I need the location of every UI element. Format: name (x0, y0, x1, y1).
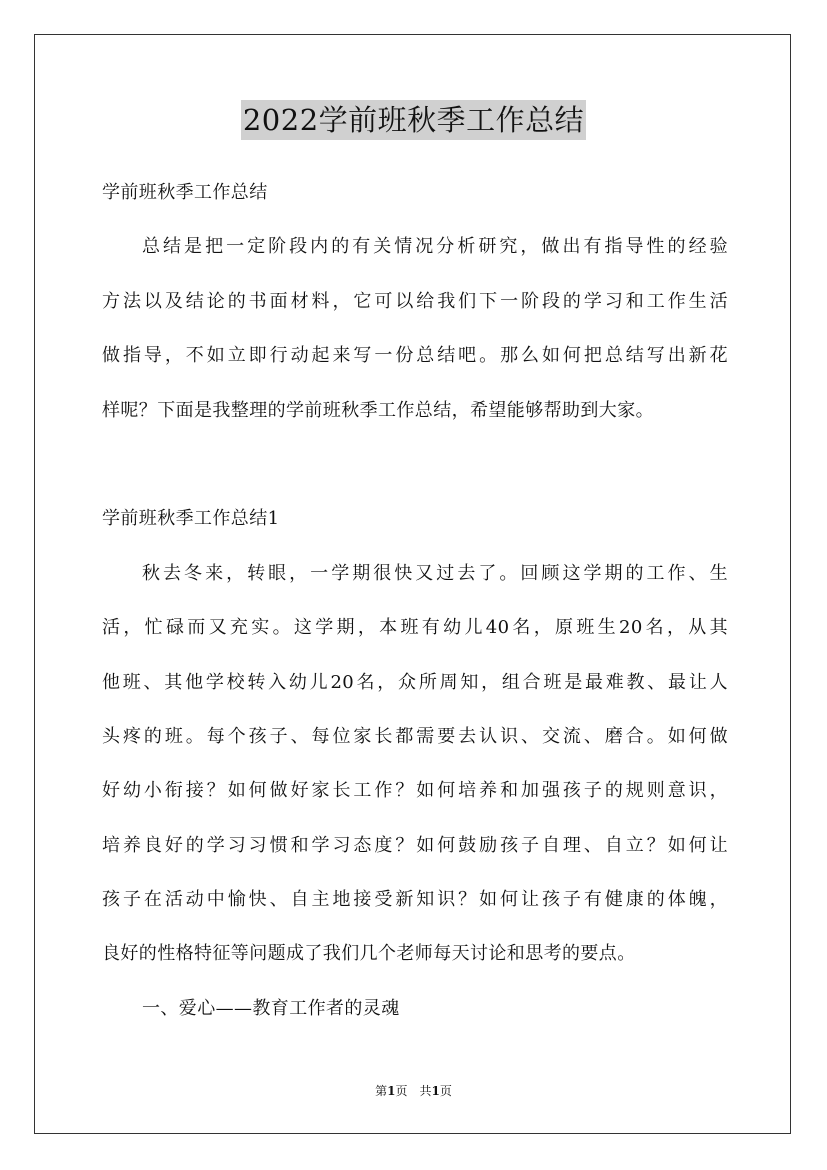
paragraph-line: 做指导，不如立即行动起来写一份总结吧。那么如何把总结写出新花 (102, 345, 728, 366)
paragraph-line: 头疼的班。每个孩子、每位家长都需要去认识、交流、磨合。如何做 (102, 726, 728, 747)
paragraph-line: 良好的性格特征等问题成了我们几个老师每天讨论和思考的要点。 (102, 943, 636, 964)
paragraph-line: 好幼小衔接？如何做好家长工作？如何培养和加强孩子的规则意识， (102, 780, 728, 801)
paragraph-line: 秋去冬来，转眼，一学期很快又过去了。回顾这学期的工作、生 (142, 563, 728, 584)
document-title: 2022学前班秋季工作总结 (241, 100, 586, 140)
subsection-heading: 一、爱心——教育工作者的灵魂 (142, 998, 400, 1019)
paragraph-line: 他班、其他学校转入幼儿20名，众所周知，组合班是最难教、最让人 (102, 672, 728, 693)
title-container (0, 100, 827, 140)
page-footer (0, 1083, 827, 1099)
section-heading: 学前班秋季工作总结1 (102, 508, 280, 529)
paragraph-line: 培养良好的学习习惯和学习态度？如何鼓励孩子自理、自立？如何让 (102, 835, 728, 856)
footer-page-mid: 页 共 (395, 1084, 432, 1098)
paragraph-line: 活，忙碌而又充实。这学期，本班有幼儿40名，原班生20名，从其 (102, 617, 728, 638)
paragraph-line: 方法以及结论的书面材料，它可以给我们下一阶段的学习和工作生活 (102, 291, 728, 312)
footer-page-total: 1 (431, 1084, 440, 1098)
footer-page-prefix: 第 (375, 1084, 388, 1098)
footer-page-suffix: 页 (439, 1084, 452, 1098)
footer-page-number: 1 (387, 1084, 396, 1098)
paragraph-line: 样呢？下面是我整理的学前班秋季工作总结，希望能够帮助到大家。 (102, 400, 654, 421)
section-heading: 学前班秋季工作总结 (102, 182, 268, 203)
paragraph-line: 总结是把一定阶段内的有关情况分析研究，做出有指导性的经验 (142, 236, 728, 257)
paragraph-line: 孩子在活动中愉快、自主地接受新知识？如何让孩子有健康的体魄， (102, 889, 728, 910)
